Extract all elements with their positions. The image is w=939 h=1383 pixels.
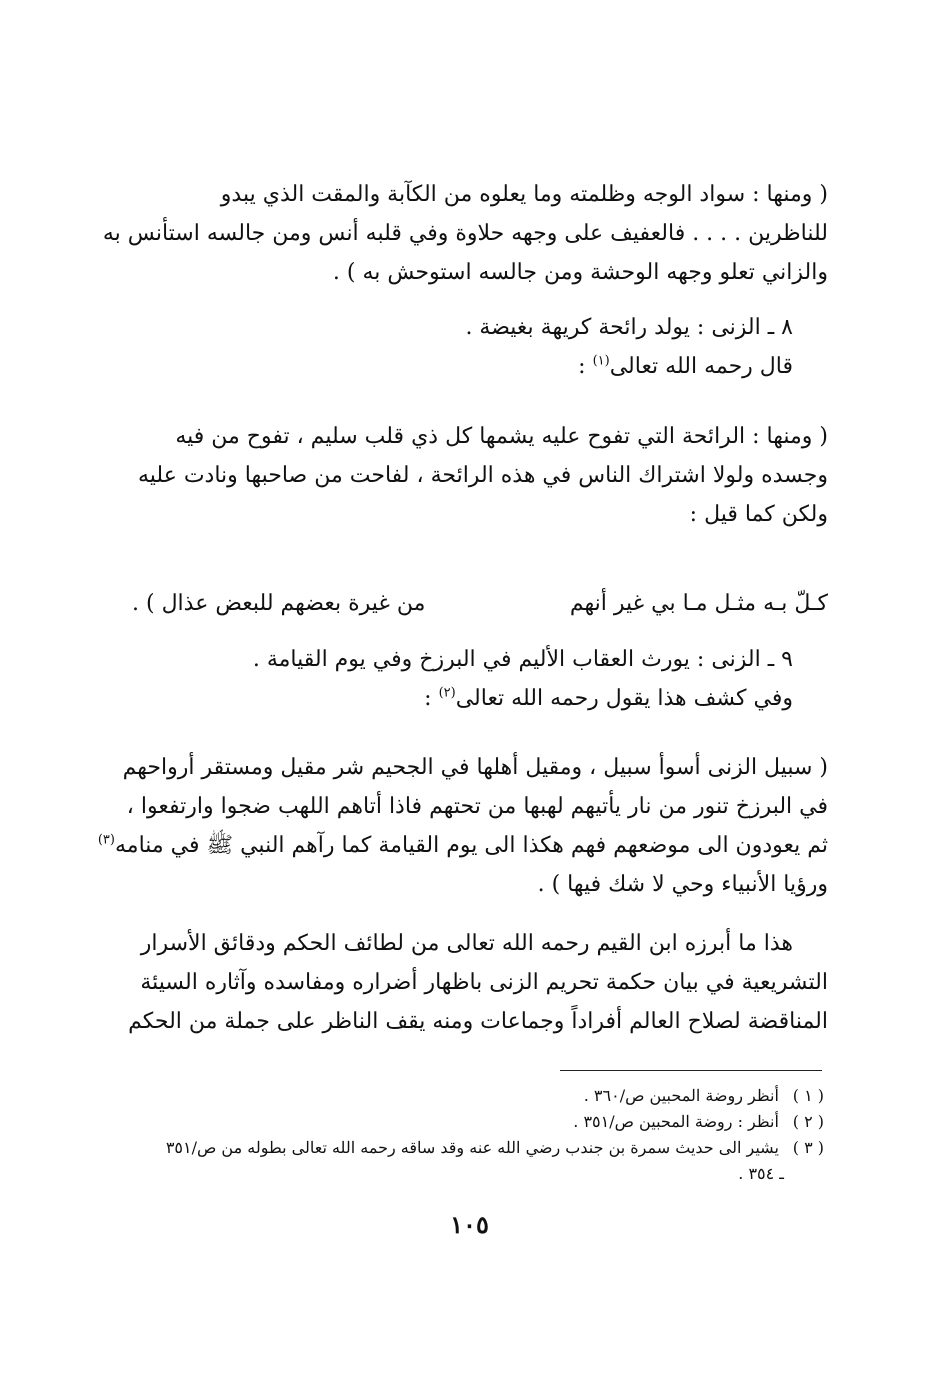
footnote-divider	[560, 1070, 822, 1071]
paragraph-4-line-1: هذا ما أبرزه ابن القيم رحمه الله تعالى من لطائف الحكم ودقائق الأسرار	[140, 931, 793, 956]
paragraph-2-line-1: ( ومنها : الرائحة التي تفوح عليه يشمها كل ذي قلب سليم ، تفوح من فيه	[175, 424, 828, 449]
point-9-intro-colon: :	[424, 686, 432, 711]
verse-first-hemistich: كـلّ بـه مثـل مـا بي غير أنهم	[569, 591, 828, 616]
point-8-intro	[132, 347, 828, 386]
footnote-3-number: ( ٣ )	[792, 1138, 824, 1157]
point-8-intro-colon: :	[578, 354, 586, 379]
footnotes	[132, 1083, 824, 1187]
point-9-intro-text: وفي كشف هذا يقول رحمه الله تعالى	[455, 686, 793, 711]
footnote-1-number: ( ١ )	[792, 1086, 824, 1105]
paragraph-2	[132, 417, 828, 534]
paragraph-3-line-1: ( سبيل الزنى أسوأ سبيل ، ومقيل أهلها في الجحيم شر مقيل ومستقر أرواحهم	[122, 755, 828, 780]
paragraph-3-line-3-text: ثم يعودون الى موضعهم فهم هكذا الى يوم القيامة كما رآهم النبي ﷺ في منامه	[114, 833, 828, 858]
paragraph-3-line-4: ورؤيا الأنبياء وحي لا شك فيها ) .	[537, 872, 828, 897]
footnote-3-text: يشير الى حديث سمرة بن جندب رضي الله عنه وقد ساقه رحمه الله تعالى بطوله من ص/٣٥١	[165, 1138, 779, 1157]
footnote-2-text: أنظر : روضة المحبين ص/٣٥١ .	[573, 1112, 779, 1131]
paragraph-4	[128, 924, 828, 1041]
paragraph-1-line-3: والزاني تعلو وجهه الوحشة ومن جالسه استوحش به ) .	[332, 260, 828, 285]
point-9-heading: ٩ ـ الزنى : يورث العقاب الأليم في البرزخ وفي يوم القيامة .	[252, 647, 793, 672]
point-9-intro	[132, 679, 828, 718]
footnote-3	[132, 1135, 824, 1161]
footnote-2	[132, 1109, 824, 1135]
page-number: ١٠٥	[450, 1210, 489, 1239]
paragraph-1-line-2: للناظرين . . . . فالعفيف على وجهه حلاوة وفي قلبه أنس ومن جالسه استأنس به	[102, 221, 828, 246]
point-8-intro-text: قال رحمه الله تعالى	[609, 354, 793, 379]
paragraph-3-line-2: في البرزخ تنور من نار يأتيهم لهبها من تحتهم فاذا أتاهم اللهب ضجوا وارتفعوا ،	[126, 794, 828, 819]
point-8	[132, 308, 828, 386]
paragraph-4-line-3: المناقضة لصلاح العالم أفراداً وجماعات ومنه يقف الناظر على جملة من الحكم	[128, 1009, 828, 1034]
footnote-ref-3: (٣)	[97, 832, 115, 848]
paragraph-2-line-2: وجسده ولولا اشتراك الناس في هذه الرائحة ، لفاحت من صاحبها ونادت عليه	[137, 463, 828, 488]
paragraph-1-line-1: ( ومنها : سواد الوجه وظلمته وما يعلوه من الكآبة والمقت الذي يبدو	[220, 182, 828, 207]
footnote-3-continuation: ـ ٣٥٤ .	[738, 1164, 784, 1183]
paragraph-3	[97, 748, 828, 904]
point-8-heading: ٨ ـ الزنى : يولد رائحة كريهة بغيضة .	[465, 315, 793, 340]
point-9	[132, 640, 828, 718]
footnote-2-number: ( ٢ )	[792, 1112, 824, 1131]
paragraph-2-line-3: ولكن كما قيل :	[689, 502, 828, 527]
paragraph-3-line-3	[97, 826, 828, 865]
paragraph-1	[102, 175, 828, 292]
poetry-verse	[132, 584, 828, 624]
paragraph-4-line-2: التشريعية في بيان حكمة تحريم الزنى باظهار أضراره ومفاسده وآثاره السيئة	[140, 970, 828, 995]
footnote-ref-1: (١)	[592, 353, 610, 369]
footnote-1	[132, 1083, 824, 1109]
verse-second-hemistich: من غيرة بعضهم للبعض عذال ) .	[132, 591, 426, 616]
footnote-1-text: أنظر روضة المحبين ص/٣٦٠ .	[583, 1086, 779, 1105]
footnote-ref-2: (٢)	[438, 685, 456, 701]
